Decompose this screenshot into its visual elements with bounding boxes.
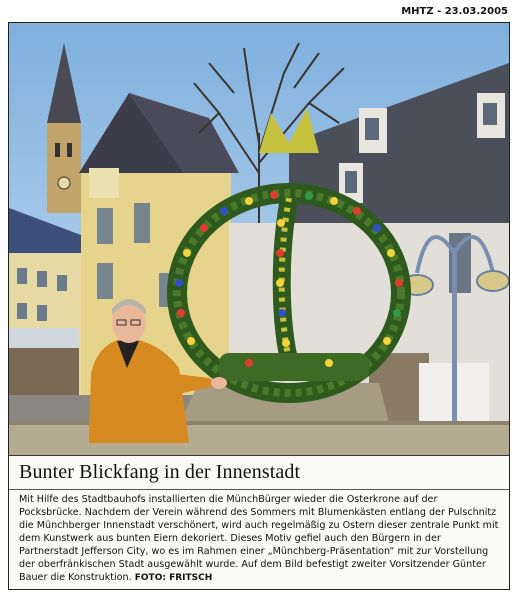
divider [9, 489, 509, 490]
article-body [19, 493, 503, 585]
article-text: Mit Hilfe des Stadtbauhofs installierten die MünchBürger wieder die Osterkrone auf der Pocksbrücke. Nachdem der Verein während des Sommers mit Blumenkästen entlang der Pulschnitz die Münchberger Innenstadt verschönert, wird auch regelmäßig zu Ostern dieser zentrale Punkt mit dem Kunstwerk aus bunten Eiern dekoriert. Dieses Motiv gefiel auch den Bürgern in der Partnerstadt Jefferson City, wo es im Rahmen einer „Münchberg-Präsentation“ mit zur Vorstellung der oberfränkischen Stadt ausgewählt wurde. Auf dem Bild befestigt zweiter Vorsitzender Günter Bauer die Konstruktion. [19, 494, 499, 583]
news-photo [9, 23, 509, 456]
article-headline: Bunter Blickfang in der Innenstadt [19, 461, 301, 483]
newspaper-dateline: MHTZ - 23.03.2005 [401, 6, 508, 17]
easter-crown-photo [9, 23, 509, 455]
left-building [9, 208, 89, 403]
newspaper-clipping [8, 22, 510, 590]
photo-credit: FOTO: FRITSCH [134, 573, 213, 583]
